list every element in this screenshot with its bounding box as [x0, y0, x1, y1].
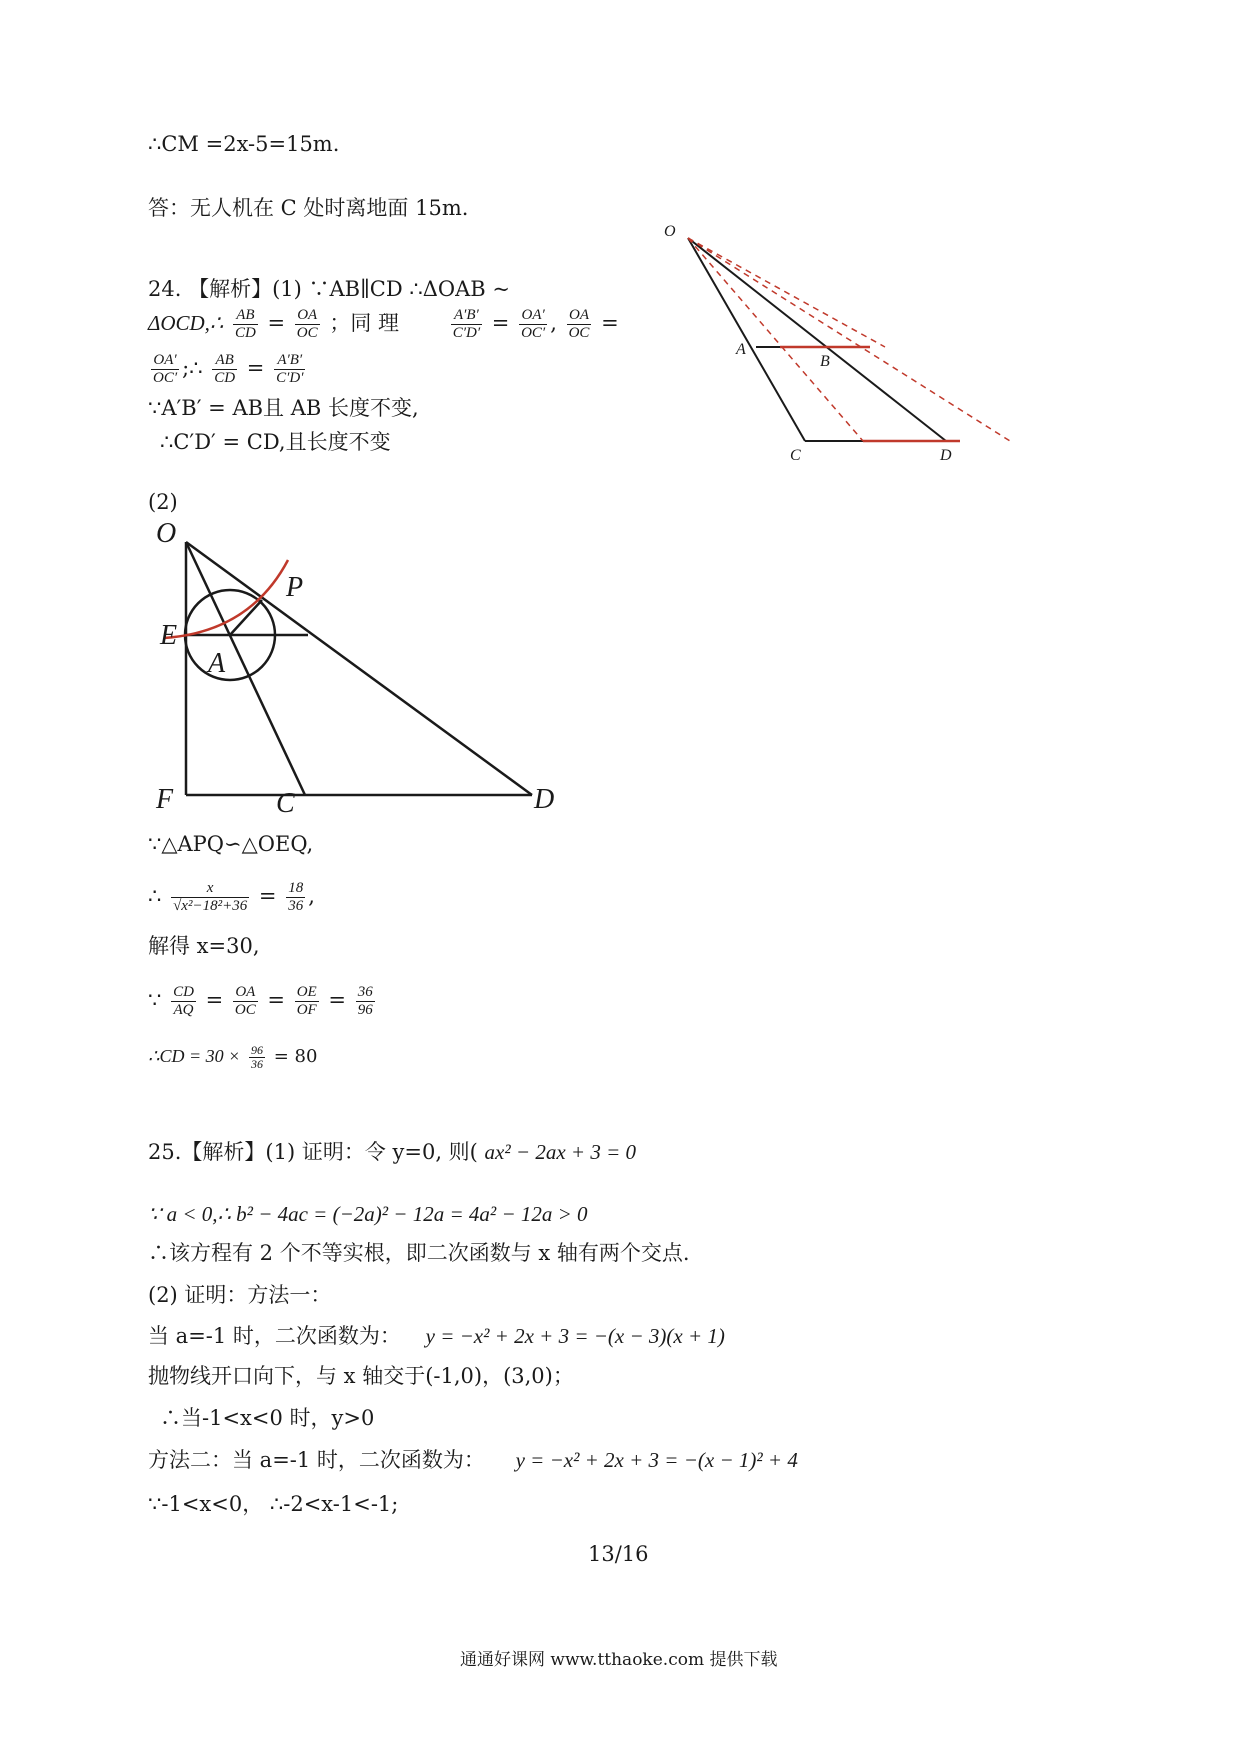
q25-method1-equation: y = −x² + 2x + 3 = −(x − 3)(x + 1) [425, 1324, 725, 1348]
footer-source: 通通好课网 www.tthaoke.com 提供下载 [460, 1650, 778, 1670]
label-o: O [664, 223, 676, 240]
q25-heading: 25.【解析】(1) 证明：令 y=0, 则( ax² − 2ax + 3 = 0 [148, 1140, 636, 1164]
fraction-ab-cd: $\frac{AB}{CD}$ [234, 307, 256, 341]
q24-row2: ΔOCD,∴ $\frac{AB}{CD}$ = $\frac{OA}{OC}$ ；同 理 $\frac{A'B'}{C'D'}$ = $\frac{OA'}{OC'}$ , $\frac{OA}{OC}$ = [148, 307, 619, 341]
q24-row5: ∴C′D′ = CD,且长度不变 [160, 430, 391, 454]
page-number: 13/16 [588, 1542, 649, 1566]
q24-row3: $\frac{OA'}{OC'}$ ;∴ $\frac{AB}{CD}$ = $\frac{A'B'}{C'D'}$ [153, 352, 304, 386]
q24-row2-text-b: ；同 理 [329, 311, 400, 335]
fraction-oa-oc: $\frac{OA}{OC}$ [296, 307, 318, 341]
label-a: A [736, 341, 746, 358]
q24-heading: 24. 【解析】(1) ∵AB∥CD ∴ΔOAB ~ [148, 277, 510, 301]
q25-method1: 当 a=-1 时，二次函数为： y = −x² + 2x + 3 = −(x − 3)(x + 1) [148, 1324, 725, 1348]
fraction-oe-of: $\frac{OE}{OF}$ [296, 984, 317, 1018]
fraction-36-96: $\frac{36}{96}$ [357, 984, 373, 1018]
fraction-apbp-cpdp: $\frac{A'B'}{C'D'}$ [452, 307, 481, 341]
q25-method1-roots: 抛物线开口向下，与 x 轴交于(-1,0)，(3,0)； [148, 1364, 574, 1388]
fraction-oap-ocp-2: $\frac{OA'}{OC'}$ [153, 352, 178, 386]
similar-triangles-line: ∵△APQ∽△OEQ, [148, 832, 314, 856]
q25-method2: 方法二：当 a=-1 时，二次函数为： y = −x² + 2x + 3 = −(x − 1)² + 4 [148, 1448, 798, 1472]
label-p: P [286, 572, 304, 603]
cm-line: ∴CM =2x-5=15m. [148, 132, 340, 156]
ratio-equation: ∴ $\frac{x}{\text{√x²−18²+36}}$ = $\frac{18}{36}$ , [148, 880, 315, 914]
line-od [688, 238, 946, 441]
line-od [186, 542, 532, 795]
fraction-96-36: $\frac{96}{36}$ [250, 1042, 263, 1071]
label-b: B [820, 353, 830, 370]
q25-method2-equation: y = −x² + 2x + 3 = −(x − 1)² + 4 [515, 1448, 798, 1472]
figure-2-triangle [150, 520, 570, 820]
q25-equation: ax² − 2ax + 3 = 0 [484, 1140, 636, 1164]
q24-row4: ∵A′B′ = AB且 AB 长度不变, [148, 396, 419, 420]
dashed-od-prime [688, 238, 1010, 441]
fraction-oap-ocp: $\frac{OA'}{OC'}$ [521, 307, 546, 341]
label-c: C [276, 788, 295, 819]
cd-result-line: ∴CD = 30 × $\frac{96}{36}$ = 80 [148, 1042, 318, 1071]
label-e: E [160, 620, 178, 651]
line-oc [688, 238, 805, 441]
chain-ratio-line: ∵ $\frac{CD}{AQ}$ = $\frac{OA}{OC}$ = $\frac{OE}{OF}$ = $\frac{36}{96}$ [148, 984, 373, 1018]
dashed-oa-prime [688, 238, 863, 441]
fraction-oa-oc-2: $\frac{OA}{OC}$ [568, 307, 590, 341]
label-f: F [156, 784, 174, 815]
q25-discriminant: ∵ a < 0,∴ b² − 4ac = (−2a)² − 12a = 4a² − 12a > 0 [148, 1202, 588, 1226]
fraction-oa-oc-3: $\frac{OA}{OC}$ [234, 984, 256, 1018]
label-d: D [534, 784, 555, 815]
fraction-apbp-cpdp-2: $\frac{A'B'}{C'D'}$ [276, 352, 304, 386]
label-a: A [208, 648, 226, 679]
fraction-x-sqrt: $\frac{x}{\text{√x²−18²+36}}$ [173, 880, 248, 914]
answer-line: 答：无人机在 C 处时离地面 15m. [148, 196, 469, 220]
fraction-18-36: $\frac{18}{36}$ [288, 880, 304, 914]
fraction-cd-aq: $\frac{CD}{AQ}$ [173, 984, 194, 1018]
label-d: D [940, 447, 952, 464]
fraction-ab-cd-2: $\frac{AB}{CD}$ [214, 352, 236, 386]
label-c: C [790, 447, 801, 464]
solve-line: 解得 x=30, [148, 934, 260, 958]
q25-conclusion: ∴该方程有 2 个不等实根，即二次函数与 x 轴有两个交点. [148, 1241, 690, 1265]
q25-method2-range: ∵-1<x<0， ∴-2<x-1<-1; [148, 1492, 399, 1516]
figure-1-trapezoid [660, 222, 1020, 462]
dashed-ob-prime [688, 238, 885, 347]
q24-row2-text-a: ΔOCD,∴ [148, 311, 224, 335]
q25-method1-conclusion: ∴当-1<x<0 时，y>0 [160, 1406, 375, 1430]
label-o: O [156, 518, 177, 549]
part-2-label: (2) [148, 490, 178, 514]
q25-part2: (2) 证明：方法一： [148, 1283, 332, 1307]
